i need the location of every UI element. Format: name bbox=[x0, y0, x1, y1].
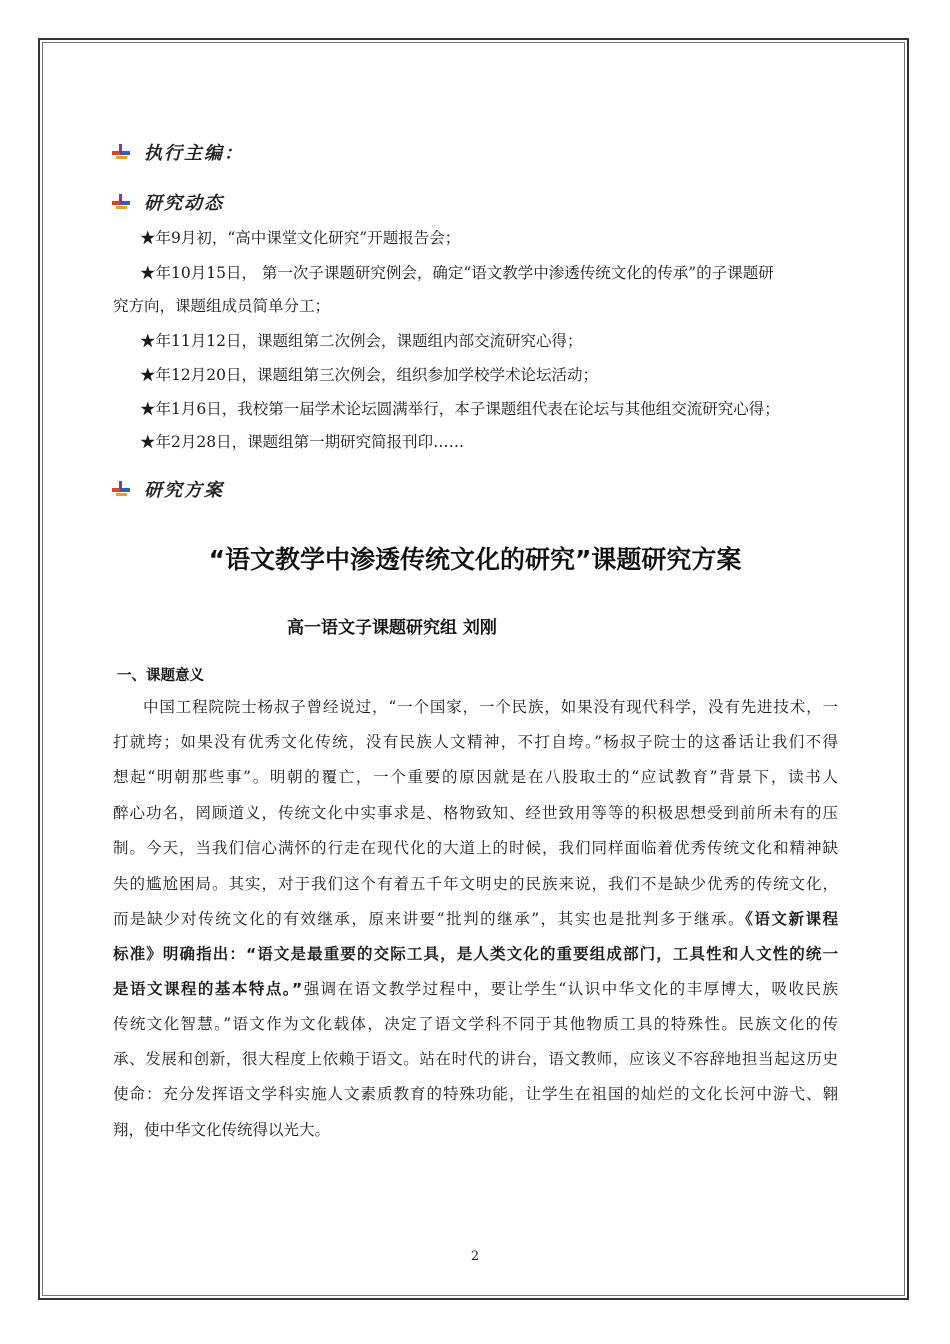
heading-editor bbox=[112, 139, 244, 165]
document-subtitle: 高一语文子课题研究组 刘刚 bbox=[287, 618, 497, 638]
paragraph-line bbox=[113, 979, 838, 999]
paragraph-line: 传统文化智慧。”语文作为文化载体，决定了语文学科不同于其他物质工具的特殊性。民族文化的传 bbox=[113, 1015, 838, 1033]
bullet-icon bbox=[112, 194, 130, 210]
paragraph-line-bold: 标准》明确指出：“语文是最重要的交际工具，是人类文化的重要组成部门，工具性和人文性的统一 bbox=[113, 945, 838, 963]
paragraph-text: 强调在语文教学过程中，要让学生“认识中华文化的丰厚博大，吸收民族 bbox=[302, 980, 838, 998]
paragraph-line: 醉心功名，罔顾道义，传统文化中实事求是、格物致知、经世致用等等的积极思想受到前所未有的压 bbox=[113, 804, 838, 822]
event-line: ★年9月初，“高中课堂文化研究”开题报告会； bbox=[140, 229, 461, 247]
paragraph-line bbox=[113, 909, 838, 929]
event-line: ★年11月12日，课题组第二次例会，课题组内部交流研究心得； bbox=[140, 332, 583, 350]
paragraph-line: 想起“明朝那些事”。明朝的覆亡，一个重要的原因就是在八股取士的“应试教育”背景下，读书人 bbox=[113, 768, 838, 786]
event-line: ★年10月15日， 第一次子课题研究例会，确定“语文教学中渗透传统文化的传承”的子课题研 bbox=[140, 264, 774, 282]
heading-plan bbox=[112, 476, 224, 502]
paragraph-text: 而是缺少对传统文化的有效继承，原来讲要“批判的继承”，其实也是批判多于继承。 bbox=[113, 910, 746, 928]
event-line: ★年2月28日，课题组第一期研究简报刊印…… bbox=[140, 433, 465, 451]
section-heading: 一、课题意义 bbox=[117, 668, 204, 684]
event-line: ★年1月6日，我校第一届学术论坛圆满举行，本子课题组代表在论坛与其他组交流研究心得； bbox=[140, 400, 780, 418]
bullet-icon bbox=[112, 144, 130, 160]
bullet-icon bbox=[112, 481, 130, 497]
heading-dynamics bbox=[112, 189, 224, 215]
paragraph-bold-text: 是语文课程的基本特点。” bbox=[113, 980, 303, 998]
paragraph-line: 承、发展和创新，很大程度上依赖于语文。站在时代的讲台，语文教师，应该义不容辞地担当起这历史 bbox=[113, 1050, 838, 1068]
paragraph-line: 打就垮；如果没有优秀文化传统，没有民族人文精神，不打自垮。”杨叔子院士的这番话让我们不得 bbox=[113, 733, 838, 751]
paragraph-line: 使命：充分发挥语文学科实施人文素质教育的特殊功能，让学生在祖国的灿烂的文化长河中游弋、翱 bbox=[113, 1085, 838, 1103]
event-line: 究方向，课题组成员简单分工； bbox=[113, 297, 331, 315]
heading-plan-label: 研究方案 bbox=[144, 480, 224, 501]
paragraph-bold-text: 《语文新课程 bbox=[745, 910, 838, 928]
paragraph-line: 失的尴尬困局。其实，对于我们这个有着五千年文明史的民族来说，我们不是缺少优秀的传统文化， bbox=[113, 875, 838, 893]
heading-editor-label: 执行主编： bbox=[144, 143, 244, 164]
paragraph-line: 制。今天，当我们信心满怀的行走在现代化的大道上的时候，我们同样面临着优秀传统文化和精神缺 bbox=[113, 839, 838, 857]
paragraph-line: 翔，使中华文化传统得以光大。 bbox=[113, 1121, 331, 1139]
page-number: 2 bbox=[470, 1249, 480, 1264]
document-title: “语文教学中渗透传统文化的研究”课题研究方案 bbox=[208, 545, 742, 574]
paragraph-line: 中国工程院院士杨叔子曾经说过，“一个国家，一个民族，如果没有现代科学，没有先进技术，一 bbox=[143, 698, 838, 716]
event-line: ★年12月20日，课题组第三次例会，组织参加学校学术论坛活动； bbox=[140, 366, 598, 384]
heading-dynamics-label: 研究动态 bbox=[144, 193, 224, 214]
